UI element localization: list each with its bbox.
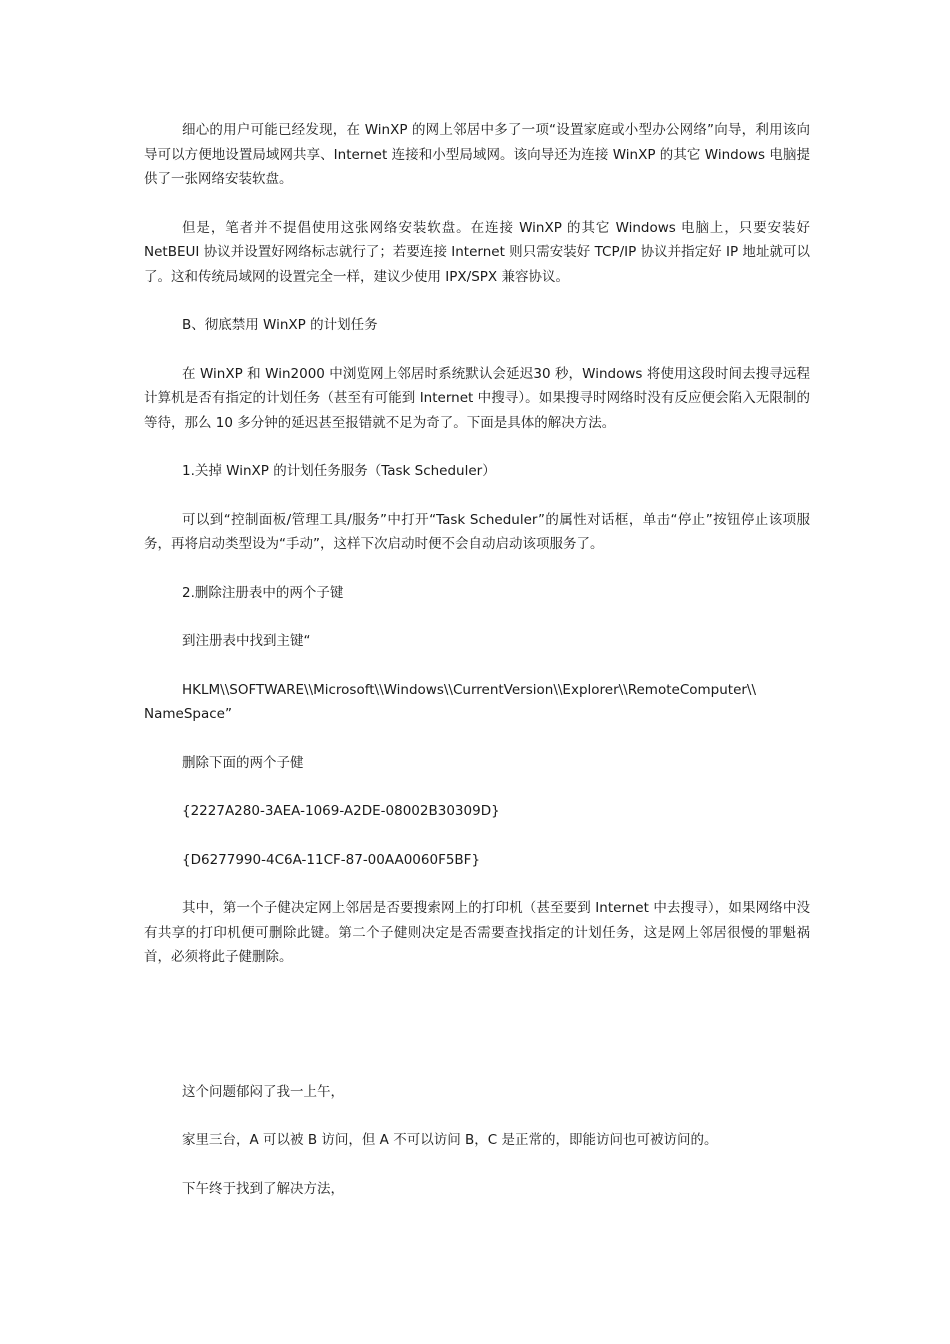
step-1-heading: 1.关掉 WinXP 的计划任务服务（Task Scheduler） <box>182 463 496 479</box>
paragraph-three-machines: 家里三台，A 可以被 B 访问，但 A 不可以访问 B，C 是正常的，即能访问也可被访问的。 <box>182 1132 718 1148</box>
paragraph-intro: 细心的用户可能已经发现，在 WinXP 的网上邻居中多了一项“设置家庭或小型办公网络”向导，利用该向导可以方便地设置局域网共享、Internet 连接和小型局域网。该向导还为连接 WinXP 的其它 Windows 电脑提供了一张网络安装软盘。 <box>144 122 810 187</box>
paragraph-task-scheduler: 可以到“控制面板/管理工具/服务”中打开“Task Scheduler”的属性对话框，单击“停止”按钮停止该项服务，再将启动类型设为“手动”，这样下次启动时便不会自动启动该项服务了。 <box>144 511 810 552</box>
paragraph-delete-subkeys: 删除下面的两个子健 <box>182 754 304 771</box>
paragraph-explanation: 其中，第一个子健决定网上邻居是否要搜索网上的打印机（甚至要到 Internet 中去搜寻），如果网络中没有共享的打印机便可删除此键。第二个子健则决定是否需要查找指定的计划任务，这是网上邻居很慢的罪魁祸首，必须将此子健删除。 <box>144 900 810 965</box>
registry-path: HKLM\\SOFTWARE\\Microsoft\\Windows\\CurrentVersion\\Explorer\\RemoteComputer\\ NameSpace” <box>144 681 757 722</box>
paragraph-netbeui: 但是，笔者并不提倡使用这张网络安装软盘。在连接 WinXP 的其它 Windows 电脑上，只要安装好 NetBEUI 协议并设置好网络标志就行了；若要连接 Internet 则只需安装好 TCP/IP 协议并指定好 IP 地址就可以了。这和传统局域网的设置完全一样，建议少使用 IPX/SPX 兼容协议。 <box>144 219 810 285</box>
step-2-heading: 2.删除注册表中的两个子键 <box>182 584 344 601</box>
document-page <box>144 118 810 1201</box>
subkey-1: {2227A280-3AEA-1069-A2DE-08002B30309D} <box>182 803 500 819</box>
subkey-2: {D6277990-4C6A-11CF-87-00AA0060F5BF} <box>182 851 481 868</box>
section-heading-b: B、彻底禁用 WinXP 的计划任务 <box>182 317 378 333</box>
paragraph-solution: 下午终于找到了解决方法， <box>182 1180 344 1197</box>
paragraph-delay: 在 WinXP 和 Win2000 中浏览网上邻居时系统默认会延迟30 秒，Windows 将使用这段时间去搜寻远程计算机是否有指定的计划任务（甚至有可能到 Internet 中搜寻）。如果搜寻时网络时没有反应便会陷入无限制的等待，那么 10 多分钟的延迟甚至报错就不足为奇了。下面是具体的解决方法。 <box>144 365 810 431</box>
paragraph-find-key: 到注册表中找到主键“ <box>182 633 311 649</box>
paragraph-frustrated: 这个问题郁闷了我一上午， <box>182 1083 344 1100</box>
